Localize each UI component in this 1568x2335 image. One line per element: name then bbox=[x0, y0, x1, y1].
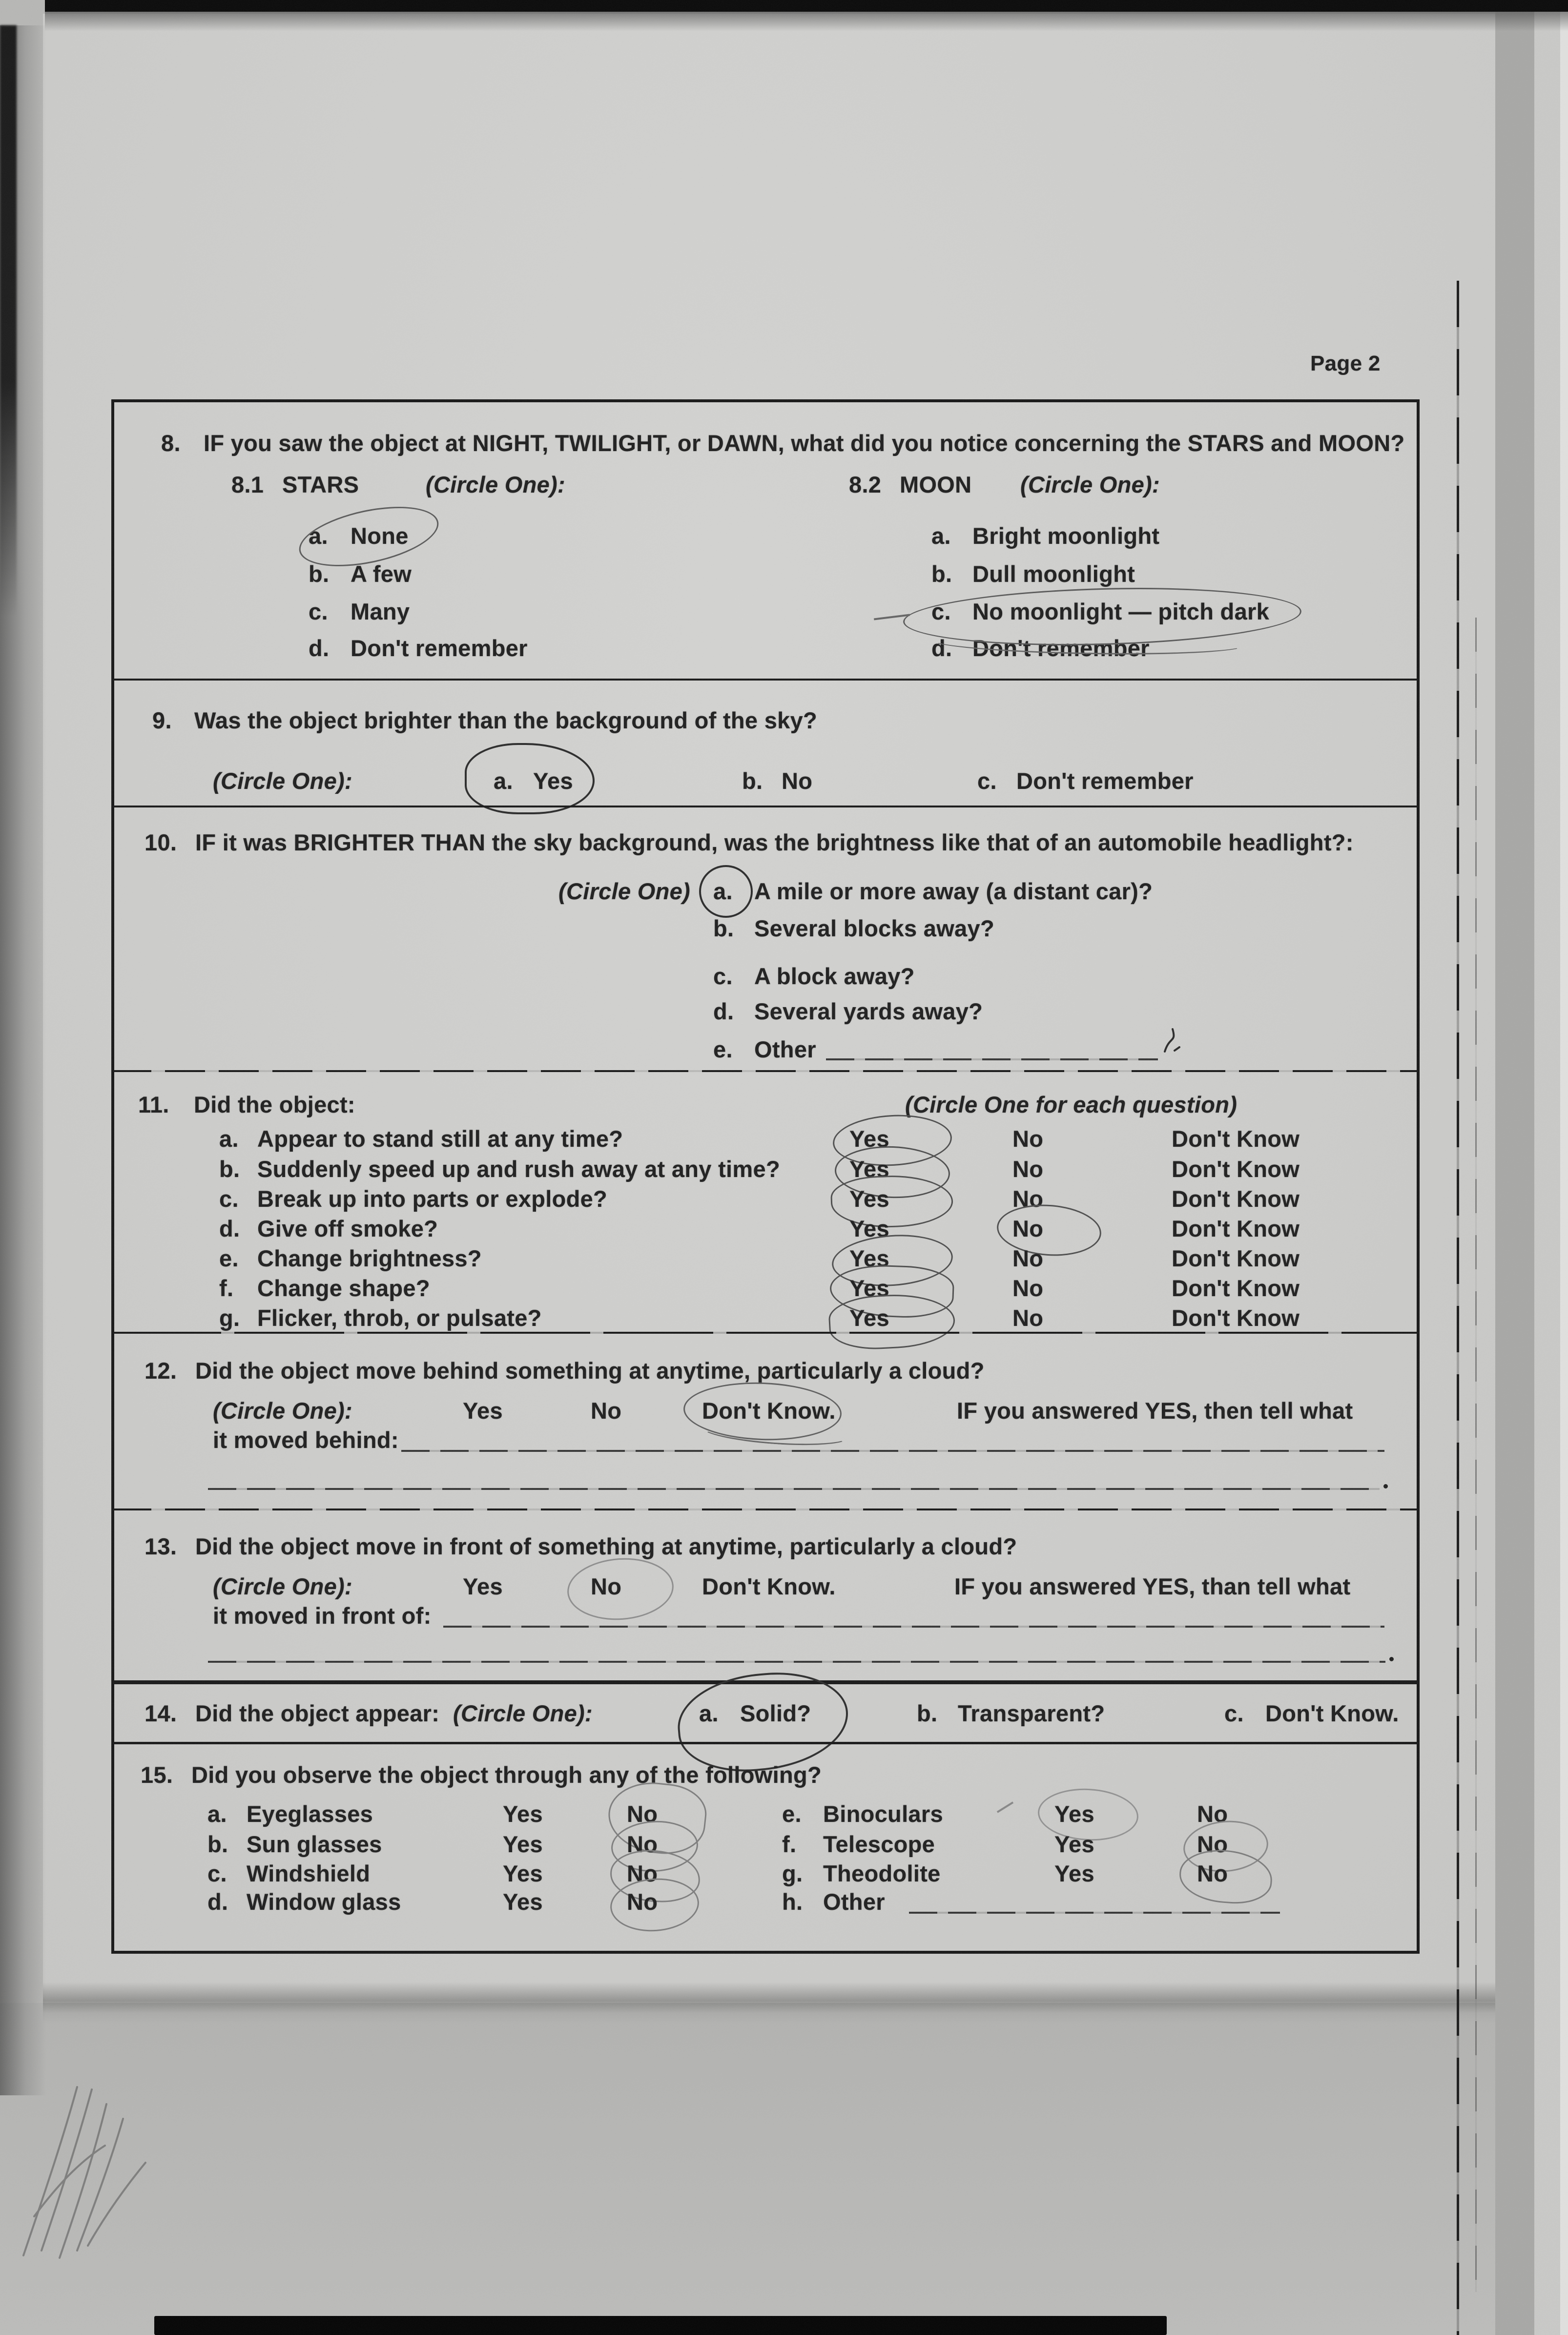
q10-circle-note: (Circle One) bbox=[558, 878, 690, 904]
q14-option-text: Solid? bbox=[740, 1700, 811, 1726]
q11-row-letter: a. bbox=[219, 1126, 239, 1152]
q15-other-blank bbox=[909, 1912, 1280, 1914]
q14-option-letter: c. bbox=[1224, 1700, 1244, 1726]
q11-row-yes: Yes bbox=[849, 1275, 889, 1301]
q12-followup2: it moved behind: bbox=[213, 1427, 399, 1453]
q15-row-yes: Yes bbox=[503, 1831, 543, 1857]
q11-circle-note: (Circle One for each question) bbox=[905, 1092, 1238, 1117]
q15-row-no: No bbox=[1197, 1801, 1228, 1827]
q11-row-no: No bbox=[1012, 1216, 1044, 1241]
q11-row-letter: d. bbox=[219, 1216, 240, 1241]
scan-edge-sliver bbox=[1560, 12, 1568, 2335]
q11-row-yes: Yes bbox=[849, 1126, 889, 1152]
ink-dot bbox=[1383, 1484, 1388, 1488]
q13-answer-blank bbox=[443, 1626, 1384, 1628]
q15-row-no: No bbox=[1197, 1860, 1228, 1886]
pencil-scribble bbox=[15, 2041, 181, 2265]
q11-row-no: No bbox=[1012, 1126, 1044, 1152]
q15-row-no: No bbox=[627, 1831, 658, 1857]
q11-row-text: Change brightness? bbox=[257, 1245, 482, 1271]
q11-row-yes: Yes bbox=[849, 1186, 889, 1212]
q15-number: 15. bbox=[141, 1762, 173, 1788]
scan-edge-band bbox=[1495, 12, 1534, 2335]
q14-option-text: Don't Know. bbox=[1265, 1700, 1399, 1726]
q11-row-no: No bbox=[1012, 1156, 1044, 1182]
q8-1-option-letter: a. bbox=[309, 523, 328, 549]
q9-option-letter: b. bbox=[742, 768, 763, 794]
q11-row-dk: Don't Know bbox=[1172, 1186, 1300, 1212]
q11-row-text: Break up into parts or explode? bbox=[257, 1186, 608, 1212]
q11-row-dk: Don't Know bbox=[1172, 1216, 1300, 1241]
q8-number: 8. bbox=[161, 430, 181, 456]
q9-option-letter: c. bbox=[977, 768, 997, 794]
q13-dont-know: Don't Know. bbox=[702, 1573, 836, 1599]
q8-2-option-letter: a. bbox=[931, 523, 951, 549]
q8-1-option-text: Many bbox=[351, 599, 410, 624]
q15-row-text: Sun glasses bbox=[247, 1831, 382, 1857]
q11-number: 11. bbox=[138, 1092, 169, 1117]
q11-row-text: Suddenly speed up and rush away at any time? bbox=[257, 1156, 780, 1182]
q8-1-option-text: Don't remember bbox=[351, 635, 528, 661]
q13-circle-note: (Circle One): bbox=[213, 1573, 352, 1599]
scan-scratch-line-faint bbox=[1475, 618, 1477, 2292]
q11-row-dk: Don't Know bbox=[1172, 1245, 1300, 1271]
q11-row-text: Appear to stand still at any time? bbox=[257, 1126, 623, 1152]
film-edge-top-shadow bbox=[45, 12, 1568, 31]
q12-followup: IF you answered YES, then tell what bbox=[957, 1398, 1353, 1424]
film-edge-left-shadow bbox=[0, 25, 46, 2095]
q12-answer-blank bbox=[401, 1450, 1384, 1452]
q8-2-title: MOON bbox=[900, 472, 972, 497]
section-divider-dashed bbox=[111, 1070, 1420, 1072]
page-number: Page 2 bbox=[1310, 351, 1381, 375]
q11-row-letter: g. bbox=[219, 1305, 240, 1331]
q15-row-text: Telescope bbox=[823, 1831, 935, 1857]
q11-row-yes: Yes bbox=[849, 1305, 889, 1331]
q8-text: IF you saw the object at NIGHT, TWILIGHT, or DAWN, what did you notice concerning the STARS and MOON? bbox=[204, 430, 1405, 456]
q11-row-letter: c. bbox=[219, 1186, 239, 1212]
q10-other-blank bbox=[826, 1058, 1158, 1060]
q9-option-text: No bbox=[782, 768, 813, 794]
q12-yes: Yes bbox=[463, 1398, 503, 1424]
q11-row-yes: Yes bbox=[849, 1216, 889, 1241]
section-divider bbox=[111, 679, 1420, 681]
film-edge-bottom bbox=[154, 2316, 1167, 2335]
q13-followup: IF you answered YES, than tell what bbox=[954, 1573, 1351, 1599]
q15-text: Did you observe the object through any of the following? bbox=[191, 1762, 822, 1788]
q8-2-option-letter: d. bbox=[931, 635, 952, 661]
q10-option-text: A mile or more away (a distant car)? bbox=[754, 878, 1153, 904]
section-divider-dashed bbox=[111, 1508, 1420, 1510]
q11-row-letter: e. bbox=[219, 1245, 239, 1271]
q13-number: 13. bbox=[144, 1533, 177, 1559]
q8-2-option-text: Bright moonlight bbox=[972, 523, 1160, 549]
q10-option-letter: b. bbox=[713, 915, 734, 941]
q15-row-no: No bbox=[627, 1801, 658, 1827]
q8-2-option-text: Dull moonlight bbox=[972, 561, 1135, 587]
q11-row-no: No bbox=[1012, 1245, 1044, 1271]
section-divider bbox=[111, 1742, 1420, 1744]
q11-row-no: No bbox=[1012, 1275, 1044, 1301]
q11-row-no: No bbox=[1012, 1186, 1044, 1212]
q10-option-text: Several blocks away? bbox=[754, 915, 994, 941]
q11-row-yes: Yes bbox=[849, 1156, 889, 1182]
q8-2-option-text: No moonlight — pitch dark bbox=[972, 599, 1270, 624]
q12-number: 12. bbox=[144, 1358, 177, 1384]
scan-scratch-line bbox=[1457, 281, 1459, 2335]
q9-option-letter: a. bbox=[494, 768, 513, 794]
q11-row-yes: Yes bbox=[849, 1245, 889, 1271]
q15-row-yes: Yes bbox=[503, 1860, 543, 1886]
q8-1-option-letter: c. bbox=[309, 599, 328, 624]
q8-1-title: STARS bbox=[282, 472, 359, 497]
q9-number: 9. bbox=[152, 707, 172, 733]
q12-no: No bbox=[591, 1398, 622, 1424]
q12-text: Did the object move behind something at anytime, particularly a cloud? bbox=[195, 1358, 985, 1384]
q15-row-text: Eyeglasses bbox=[247, 1801, 373, 1827]
q12-circle-note: (Circle One): bbox=[213, 1398, 352, 1424]
ink-mark bbox=[1160, 1024, 1185, 1055]
q11-row-text: Give off smoke? bbox=[257, 1216, 438, 1241]
q11-row-letter: f. bbox=[219, 1275, 234, 1301]
q10-option-letter: e. bbox=[713, 1036, 733, 1062]
q13-yes: Yes bbox=[463, 1573, 503, 1599]
q8-2-option-letter: c. bbox=[931, 599, 951, 624]
q15-row-letter: c. bbox=[207, 1860, 227, 1886]
q8-2-option-letter: b. bbox=[931, 561, 952, 587]
q14-option-letter: a. bbox=[699, 1700, 719, 1726]
q10-option-text: Several yards away? bbox=[754, 998, 983, 1024]
section-divider bbox=[111, 1332, 1420, 1334]
q11-row-dk: Don't Know bbox=[1172, 1305, 1300, 1331]
q14-option-letter: b. bbox=[917, 1700, 938, 1726]
q13-text: Did the object move in front of something at anytime, particularly a cloud? bbox=[195, 1533, 1017, 1559]
q12-answer-blank-2 bbox=[208, 1488, 1380, 1490]
q11-row-letter: b. bbox=[219, 1156, 240, 1182]
q11-row-dk: Don't Know bbox=[1172, 1126, 1300, 1152]
q9-option-text: Yes bbox=[533, 768, 573, 794]
q10-number: 10. bbox=[144, 829, 177, 855]
q11-text: Did the object: bbox=[194, 1092, 355, 1117]
q15-row-no: No bbox=[627, 1889, 658, 1915]
q10-option-text: A block away? bbox=[754, 963, 915, 989]
q8-1-circle-note: (Circle One): bbox=[426, 472, 565, 497]
q10-option-letter: a. bbox=[713, 878, 733, 904]
q15-row-yes: Yes bbox=[503, 1889, 543, 1915]
q9-option-text: Don't remember bbox=[1016, 768, 1194, 794]
q13-no: No bbox=[591, 1573, 622, 1599]
q8-2-option-text: Don't remember bbox=[972, 635, 1150, 661]
q15-row-letter: g. bbox=[782, 1860, 803, 1886]
q13-followup2: it moved in front of: bbox=[213, 1603, 432, 1629]
section-divider bbox=[111, 806, 1420, 807]
q9-circle-note: (Circle One): bbox=[213, 768, 352, 794]
q15-row-no: No bbox=[627, 1860, 658, 1886]
q10-text: IF it was BRIGHTER THAN the sky background, was the brightness like that of an automobile headlight?: bbox=[195, 829, 1354, 855]
q11-row-dk: Don't Know bbox=[1172, 1275, 1300, 1301]
q14-number: 14. bbox=[144, 1700, 177, 1726]
q14-text: Did the object appear: bbox=[195, 1700, 440, 1726]
q15-row-letter: b. bbox=[207, 1831, 228, 1857]
q15-row-text: Theodolite bbox=[823, 1860, 941, 1886]
q13-answer-blank-2 bbox=[208, 1661, 1385, 1663]
q15-row-yes: Yes bbox=[1054, 1860, 1094, 1886]
q15-row-yes: Yes bbox=[1054, 1801, 1094, 1827]
q8-1-option-letter: b. bbox=[309, 561, 330, 587]
q15-row-letter: a. bbox=[207, 1801, 227, 1827]
q15-row-text: Window glass bbox=[247, 1889, 401, 1915]
paper-bottom-shadow bbox=[43, 1982, 1495, 2024]
q12-dont-know: Don't Know. bbox=[702, 1398, 836, 1424]
q14-option-text: Transparent? bbox=[958, 1700, 1105, 1726]
q8-1-option-letter: d. bbox=[309, 635, 330, 661]
film-edge-top bbox=[45, 0, 1568, 12]
scanner-background bbox=[0, 2003, 1568, 2335]
q15-row-letter: e. bbox=[782, 1801, 802, 1827]
circle-annotation-q10-a bbox=[699, 865, 753, 918]
q8-1-option-text: A few bbox=[351, 561, 412, 587]
q11-row-dk: Don't Know bbox=[1172, 1156, 1300, 1182]
q15-row-yes: Yes bbox=[503, 1801, 543, 1827]
q11-row-text: Flicker, throb, or pulsate? bbox=[257, 1305, 542, 1331]
q11-row-no: No bbox=[1012, 1305, 1044, 1331]
q9-text: Was the object brighter than the background of the sky? bbox=[194, 707, 818, 733]
q8-2-circle-note: (Circle One): bbox=[1020, 472, 1160, 497]
q15-row-text: Windshield bbox=[247, 1860, 371, 1886]
q15-other-text: Other bbox=[823, 1889, 885, 1915]
q10-option-letter: d. bbox=[713, 998, 734, 1024]
q15-row-letter: f. bbox=[782, 1831, 797, 1857]
q8-1-label: 8.1 bbox=[231, 472, 264, 497]
q8-1-option-text: None bbox=[351, 523, 409, 549]
q11-row-text: Change shape? bbox=[257, 1275, 430, 1301]
q15-row-no: No bbox=[1197, 1831, 1228, 1857]
q15-other-letter: h. bbox=[782, 1889, 803, 1915]
q8-2-label: 8.2 bbox=[849, 472, 882, 497]
q10-option-letter: c. bbox=[713, 963, 733, 989]
ink-dot bbox=[1389, 1657, 1394, 1661]
q14-circle-note: (Circle One): bbox=[453, 1700, 593, 1726]
q10-option-text: Other bbox=[754, 1036, 816, 1062]
q15-row-letter: d. bbox=[207, 1889, 228, 1915]
q15-row-yes: Yes bbox=[1054, 1831, 1094, 1857]
q15-row-text: Binoculars bbox=[823, 1801, 943, 1827]
